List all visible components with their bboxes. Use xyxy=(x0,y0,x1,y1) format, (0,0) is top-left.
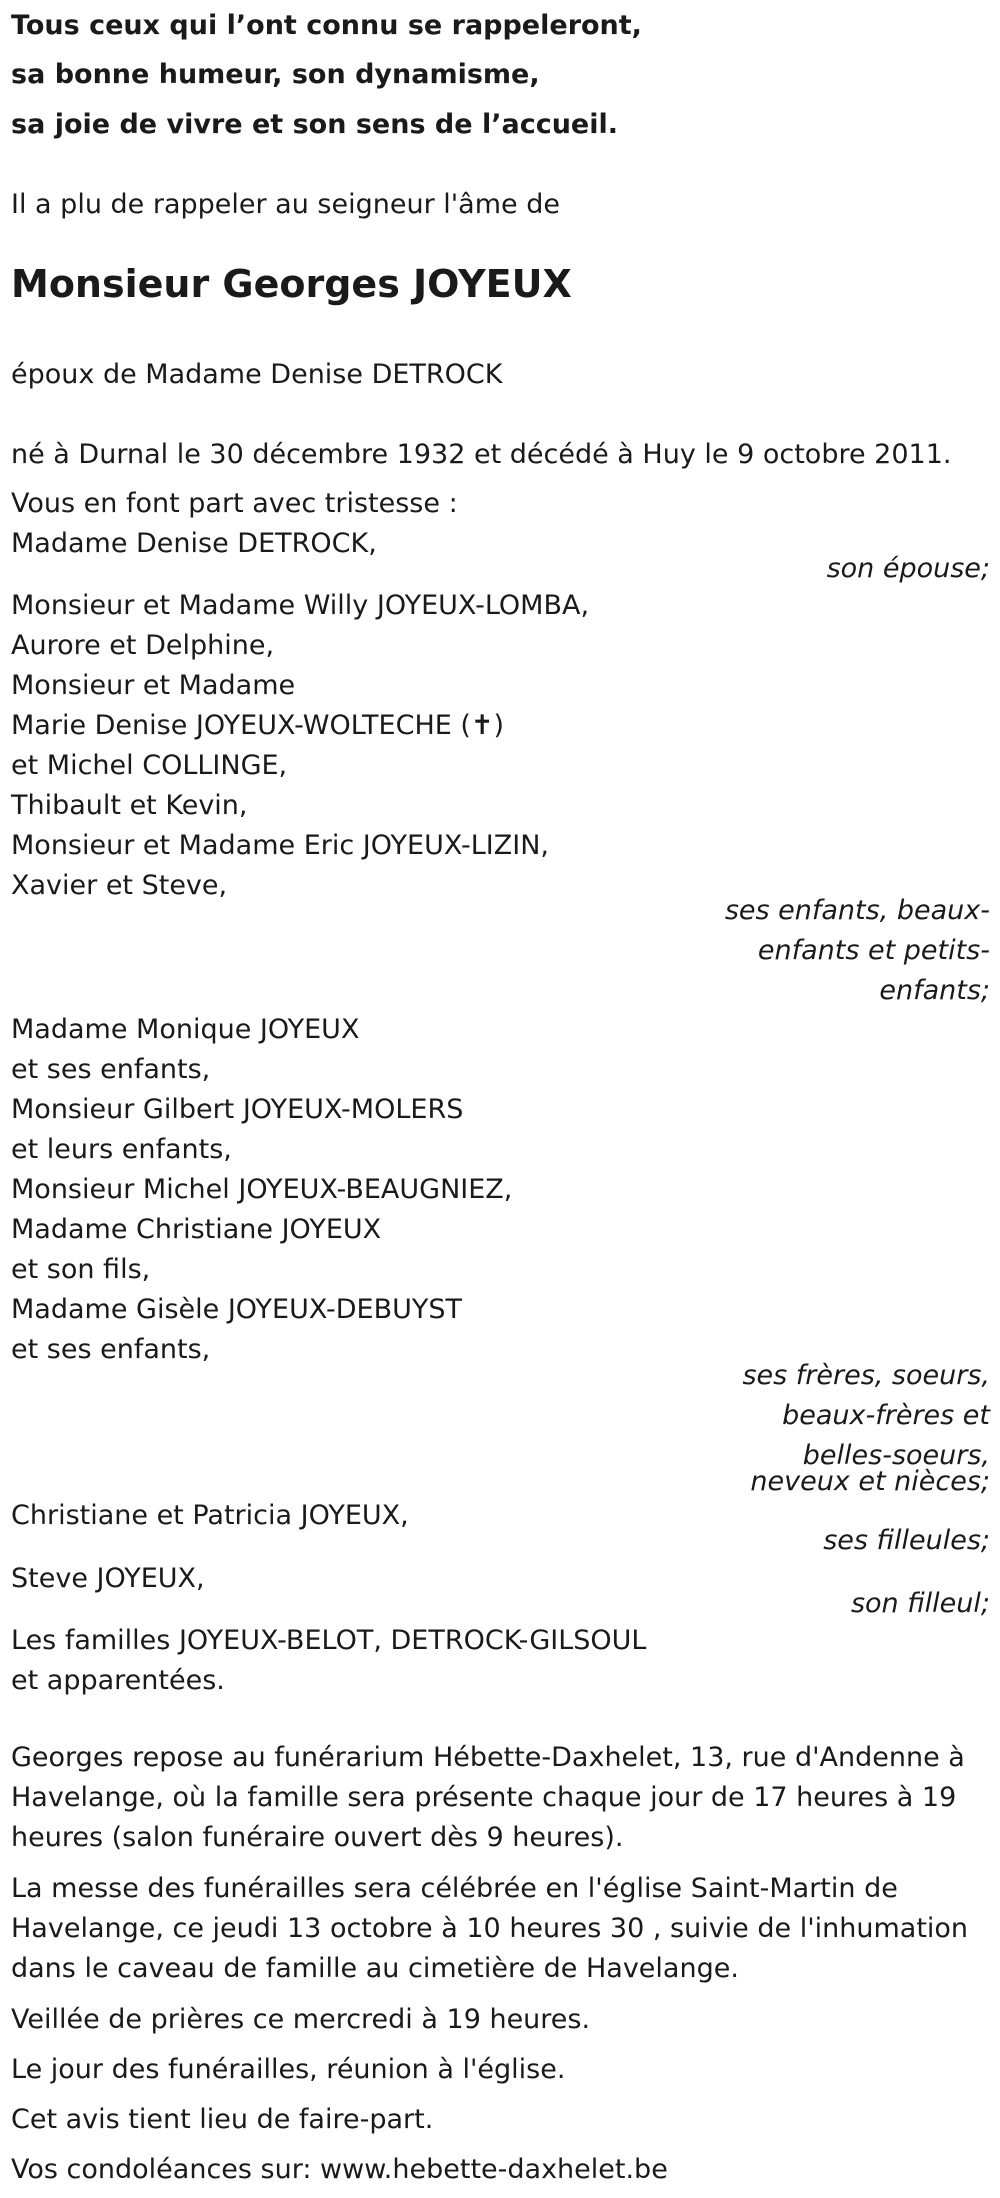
family-member: et ses enfants, xyxy=(11,1054,211,1085)
mass-text: La messe des funérailles sera célébrée en l'église Saint-Martin de xyxy=(11,1873,898,1904)
intro-line: sa bonne humeur, son dynamisme, xyxy=(11,59,540,90)
relation-label: ses enfants, beaux- xyxy=(724,895,990,926)
relation-label: son épouse; xyxy=(826,553,990,584)
vigil-text: Veillée de prières ce mercredi à 19 heures. xyxy=(11,2004,591,2035)
intro-line: Tous ceux qui l’ont connu se rappeleront, xyxy=(11,10,642,41)
relation-label: ses filleules; xyxy=(823,1525,990,1556)
mass-text: dans le caveau de famille au cimetière de Havelange. xyxy=(11,1953,739,1984)
family-member: et apparentées. xyxy=(11,1665,225,1696)
family-member: et ses enfants, xyxy=(11,1334,211,1365)
family-member: Madame Christiane JOYEUX xyxy=(11,1214,382,1245)
funerarium-text: heures (salon funéraire ouvert dès 9 heures). xyxy=(11,1822,624,1853)
family-member: Aurore et Delphine, xyxy=(11,630,275,661)
family-member: Steve JOYEUX, xyxy=(11,1563,205,1594)
family-member: Monsieur et Madame Willy JOYEUX-LOMBA, xyxy=(11,590,590,621)
funerarium-text: Georges repose au funérarium Hébette-Daxhelet, 13, rue d'Andenne à xyxy=(11,1742,965,1773)
intro-line: sa joie de vivre et son sens de l’accueil. xyxy=(11,109,618,140)
family-member: Madame Gisèle JOYEUX-DEBUYST xyxy=(11,1294,463,1325)
family-member: Monsieur et Madame xyxy=(11,670,296,701)
sorrow-line: Vous en font part avec tristesse : xyxy=(11,488,458,519)
mass-text: Havelange, ce jeudi 13 octobre à 10 heures 30 , suivie de l'inhumation xyxy=(11,1913,969,1944)
family-member: Madame Monique JOYEUX xyxy=(11,1014,360,1045)
relation-label: enfants; xyxy=(879,975,990,1006)
family-member: et Michel COLLINGE, xyxy=(11,750,288,781)
family-member: Marie Denise JOYEUX-WOLTECHE (✝) xyxy=(11,710,505,741)
family-member: Christiane et Patricia JOYEUX, xyxy=(11,1500,409,1531)
family-member: Madame Denise DETROCK, xyxy=(11,528,377,559)
meeting-text: Le jour des funérailles, réunion à l'église. xyxy=(11,2054,566,2085)
funerarium-text: Havelange, où la famille sera présente chaque jour de 17 heures à 19 xyxy=(11,1782,957,1813)
family-member: Xavier et Steve, xyxy=(11,870,228,901)
relation-label: neveux et nièces; xyxy=(750,1466,990,1497)
family-member: Monsieur Michel JOYEUX-BEAUGNIEZ, xyxy=(11,1174,513,1205)
deceased-name: Monsieur Georges JOYEUX xyxy=(11,262,572,306)
relation-label: ses frères, soeurs, xyxy=(742,1360,990,1391)
relation-label: belles-soeurs, xyxy=(802,1440,990,1471)
relation-label: enfants et petits- xyxy=(757,935,990,966)
family-member: et leurs enfants, xyxy=(11,1134,232,1165)
relation-label: son filleul; xyxy=(850,1588,990,1619)
family-member: Les familles JOYEUX-BELOT, DETROCK-GILSOUL xyxy=(11,1625,647,1656)
notice-text: Cet avis tient lieu de faire-part. xyxy=(11,2104,434,2135)
family-member: Thibault et Kevin, xyxy=(11,790,248,821)
announcement: Il a plu de rappeler au seigneur l'âme de xyxy=(11,189,560,220)
spouse-line: époux de Madame Denise DETROCK xyxy=(11,359,503,390)
family-member: Monsieur et Madame Eric JOYEUX-LIZIN, xyxy=(11,830,549,861)
relation-label: beaux-frères et xyxy=(782,1400,990,1431)
family-member: et son fils, xyxy=(11,1254,151,1285)
family-member: Monsieur Gilbert JOYEUX-MOLERS xyxy=(11,1094,464,1125)
birth-death-dates: né à Durnal le 30 décembre 1932 et décédé à Huy le 9 octobre 2011. xyxy=(11,439,952,470)
condolences-text: Vos condoléances sur: www.hebette-daxhelet.be xyxy=(11,2154,668,2185)
